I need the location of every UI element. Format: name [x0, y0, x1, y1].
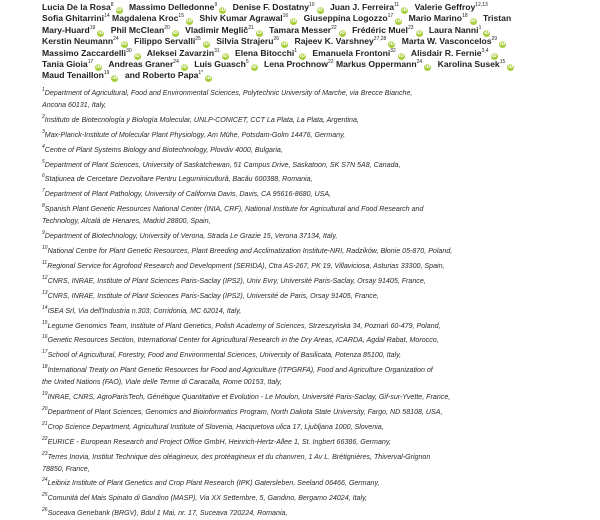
orcid-icon[interactable]: iD [256, 30, 262, 36]
author-affiliation-mark: 21 [248, 24, 254, 31]
author-name: Kerstin Neumann [42, 36, 114, 47]
affiliation-number: 23 [42, 450, 48, 457]
author-affiliation-mark: 11 [394, 2, 400, 8]
affiliation-text: Department of Plant Sciences, University of Saskatchewan, 51 Campus Drive, Saskatoon, SK S7N 5A8, Canada, [44, 160, 401, 169]
author-affiliation-mark: 31 [214, 47, 220, 54]
author-affiliation-mark: 32 [390, 47, 396, 54]
affiliation-number: 25 [42, 492, 48, 499]
author-name: Markus Oppermann [335, 58, 417, 69]
author-name: Juan J. Ferreira [329, 2, 394, 12]
author [402, 36, 510, 46]
affiliation-line [42, 464, 574, 476]
orcid-icon[interactable]: iD [299, 53, 306, 59]
author-affiliation-mark: 26 [273, 36, 280, 43]
affiliation-line [42, 404, 574, 419]
affiliation-text: ISEA Srl, Via dell'Industria n.303, Corridonia, MC 62014, Italy, [47, 306, 242, 315]
affiliation-number: 18 [42, 364, 48, 371]
author-affiliation-mark: 19 [89, 24, 96, 31]
affiliation-line [42, 288, 574, 303]
orcid-icon[interactable]: iD [121, 42, 127, 48]
orcid-icon[interactable]: iD [172, 30, 178, 36]
author-name: Massimo Delledonne [128, 2, 215, 12]
affiliation-number: 2 [42, 113, 45, 120]
author-affiliation-mark: 16 [282, 13, 289, 20]
orcid-icon[interactable]: iD [499, 42, 506, 48]
affiliation-text: International Treaty on Plant Genetic Resources for Food and Agriculture (ITPGRFA), Food and Agriculture Organization of [47, 366, 433, 375]
author-affiliation-mark: 18 [462, 13, 468, 20]
affiliation-text: 78850, France, [42, 464, 90, 473]
affiliation-line [42, 419, 574, 434]
affiliation-text: CNRS, INRAE, Institute of Plant Sciences Paris-Saclay (IPS2), Univ Evry, Université Paris-Saclay, Orsay 91405, France, [47, 276, 426, 285]
affiliation-text: INRAE, CNRS, AgroParisTech, Génétique Quantitative et Evolution - Le Moulon, Université Paris-Saclay, Gif-sur-Yvette, France, [47, 393, 451, 402]
affiliation-number: 21 [42, 420, 48, 427]
orcid-icon[interactable]: iD [398, 53, 404, 59]
author-affiliation-mark: 1 [478, 24, 482, 31]
affiliation-text: CNRS, INRAE, Institute of Plant Sciences Paris-Saclay (IPS2), Université de Paris, Orsay 91405, France, [47, 291, 379, 300]
author-name: Mary-Huard [42, 24, 90, 35]
affiliation-text: EURICE - European Research and Project Office GmbH, Heinrich-Hertz-Allee 1, St. Ingbert 66386, Germany, [47, 437, 391, 446]
author-affiliation-mark: 29 [491, 36, 498, 43]
affiliation-number: 14 [42, 304, 48, 311]
author [483, 13, 511, 23]
author-affiliation-mark: 19 [103, 70, 110, 77]
orcid-icon[interactable]: iD [181, 64, 187, 70]
affiliation-line [42, 243, 574, 258]
affiliation-text: Genetic Resources Section, International Center for Agricultural Research in the Dry Areas, ICARDA, Agdal Rabat, Morocco, [47, 336, 439, 345]
affiliation-line [42, 85, 574, 100]
author-name: Sofia Ghitarrini [42, 13, 105, 24]
author-name: Vladimir Meglič [185, 24, 249, 35]
author-name: Emanuela Frontoni [312, 47, 391, 58]
author [42, 36, 132, 46]
affiliation-line [42, 389, 574, 404]
author [42, 13, 112, 23]
affiliation-text: Regional Service for Agrofood Research and Development (SERIDA), Ctra AS-267, PK 19, Villaviciosa, Asturias 33300, Spain, [47, 261, 445, 270]
author-affiliation-mark: 22 [331, 24, 337, 31]
affiliation-number: 1 [42, 87, 45, 93]
author-affiliation-mark: 10 [309, 2, 315, 8]
affiliation-text: the United Nations (FAO), Viale delle Terme di Caracalla, Rome 00153, Italy, [42, 378, 282, 387]
affiliation-text: Stațiunea de Cercetare Dezvoltare Pentru Leguminicultură, Bacău 600388, Romania, [44, 175, 313, 184]
affiliation-text: Legume Genomics Team, Institute of Plant Genetics, Polish Academy of Sciences, Strzeszyńska 34, Poznań 60-479, Poland, [47, 321, 441, 330]
author-affiliation-mark: 15 [178, 13, 184, 20]
author-name: Tania Gioia [42, 58, 88, 69]
orcid-icon[interactable]: iD [508, 64, 514, 70]
author-affiliation-mark: 24 [416, 58, 423, 65]
affiliation-line [42, 505, 574, 520]
author [409, 13, 481, 23]
orcid-icon[interactable]: iD [222, 53, 228, 59]
affiliation-text: Crop Science Department, Agricultural Institute of Slovenia, Hacquetova ulica 17, Ljubljana 1000, Slovenia, [47, 422, 384, 431]
author-name: Giuseppina Logozzo [303, 13, 388, 24]
orcid-icon[interactable]: iD [281, 42, 288, 48]
author-name: Mario Marino [408, 13, 463, 24]
affiliation-number: 15 [42, 319, 48, 326]
author-affiliation-mark: 27,28 [373, 36, 387, 43]
affiliation-text: Max-Planck-Institute of Molecular Plant Physiology, Am Mühe, Potsdam-Golm 14476, Germany, [44, 130, 346, 139]
author [199, 13, 301, 23]
affiliation-text: Leibniz Institute of Plant Genetics and Crop Plant Research (IPK) Gatersleben, Seeland 06466, Germany, [47, 479, 380, 488]
author [42, 70, 122, 80]
author [134, 36, 214, 46]
author-affiliation-mark: 1* [198, 70, 204, 77]
author-line [42, 34, 574, 48]
affiliation-text: Department of Plant Pathology, University of California Davis, Davis, CA 95616-8680, USA, [44, 190, 332, 199]
orcid-icon[interactable]: iD [339, 30, 345, 36]
author-name: Filippo Servalli [134, 36, 196, 47]
author-name: and Roberto Papa [124, 70, 199, 81]
orcid-icon[interactable]: iD [425, 64, 431, 70]
affiliation-line [42, 112, 574, 127]
affiliation-number: 6 [42, 173, 45, 180]
author [125, 70, 216, 80]
author-name: Tamara Messer [269, 24, 332, 35]
affiliation-number: 19 [42, 391, 48, 398]
author-affiliation-mark: 17 [387, 13, 394, 20]
affiliation-text: Comunità del Mais Spinato di Gandino (MASP), Via XX Settembre, 5, Gandino, Bergamo 24024, Italy, [47, 494, 368, 503]
author-affiliation-mark: 12,13 [475, 2, 488, 8]
orcid-icon[interactable]: iD [186, 19, 193, 25]
affiliation-line [42, 318, 574, 333]
author-name: Aleksei Zavarzin [146, 47, 215, 58]
author-affiliation-mark: 14 [104, 13, 110, 20]
affiliation-line [42, 475, 574, 490]
affiliation-text: Department of Agricultural, Food and Environmental Sciences, Polytechnic University of Marche, via Brecce Bianche, [44, 89, 413, 97]
affiliation-text: Terres Inovia, Institut Technique des oléagineux, des protéagineux et du chanvren, 1 Av L. Brétignières, Thiverval-Grignon [47, 452, 431, 461]
author-line [42, 11, 574, 25]
author-affiliation-mark: 23 [407, 24, 414, 31]
affiliation-number: 12 [42, 274, 48, 281]
author-name: Frédéric Muel [352, 24, 408, 35]
author-affiliation-mark: 9 [214, 2, 218, 8]
affiliation-number: 16 [42, 334, 48, 341]
author-line [42, 46, 574, 57]
affiliation-line [42, 142, 574, 157]
affiliation-line [42, 332, 574, 347]
orcid-icon[interactable]: iD [203, 42, 209, 48]
affiliation-line [42, 362, 574, 377]
affiliation-line [42, 377, 574, 389]
affiliation-line [42, 434, 574, 449]
author-affiliation-mark: 25 [195, 36, 201, 43]
affiliation-number: 10 [42, 244, 48, 251]
affiliation-text: National Centre for Plant Genetic Resources, Plant Breeding and Acclimatization Institute-NRI, Radzików, Błonie 05-870, Poland, [47, 246, 453, 255]
affiliation-line [42, 186, 574, 201]
author-affiliation-mark: 17 [87, 58, 94, 65]
author-name: Shiv Kumar Agrawal [199, 13, 283, 24]
author-name: Karolina Susek [437, 58, 500, 69]
orcid-icon[interactable]: iD [116, 8, 122, 13]
affiliation-text: Spanish Plant Genetic Resources National Center (INIA, CRF), National Institute for Agricultural and Food Research and [44, 205, 424, 214]
author-name: Valerie Geffroy [414, 2, 476, 12]
affiliation-line [42, 303, 574, 318]
author [336, 59, 435, 69]
author-line [42, 57, 574, 68]
author-name: Luis Guasch [194, 58, 246, 69]
author-affiliation-mark: 22 [327, 58, 334, 65]
author-affiliation-mark: 8 [110, 2, 114, 8]
orcid-icon[interactable]: iD [484, 30, 490, 36]
affiliation-text: School of Agricultural, Forestry, Food and Environmental Sciences, University of Basilicata, Potenza 85100, Italy, [47, 351, 402, 360]
affiliation-line [42, 100, 574, 112]
affiliation-text: Department of Plant Sciences, Genomics and Bioinformatics Program, North Dakota State University, Fargo, ND 58108, USA, [47, 407, 443, 416]
author-list [42, 0, 574, 80]
orcid-icon[interactable]: iD [491, 53, 497, 59]
author-name: Rajeev K. Varshney [294, 36, 374, 47]
author [294, 36, 399, 46]
affiliation-number: 4 [42, 143, 45, 150]
author-line [42, 0, 574, 11]
author-name: Massimo Zaccardelli [42, 47, 127, 58]
affiliation-number: 8 [42, 203, 45, 210]
author [112, 13, 197, 23]
affiliation-line [42, 490, 574, 505]
orcid-icon[interactable]: iD [98, 30, 104, 36]
affiliation-text: Suceava Genebank (BRGV), Bdul 1 Mai, nr. 17, Suceava 720224, Romania, [47, 509, 288, 518]
affiliation-number: 20 [42, 405, 48, 412]
affiliation-line [42, 157, 574, 172]
author-name: Elena Bitocchi [235, 47, 295, 58]
author-name: Laura Nanni [428, 24, 479, 35]
author-name: Tristan [483, 13, 512, 24]
affiliation-number: 5 [42, 158, 45, 165]
affiliation-number: 17 [42, 349, 48, 356]
author-line [42, 68, 574, 82]
affiliation-text: Department of Biotechnology, University of Verona, Strada Le Grazie 15, Verona 37134, Italy, [44, 232, 338, 241]
affiliation-number: 26 [42, 507, 48, 514]
affiliation-list [42, 85, 574, 520]
author-name: Alisdair R. Fernie [410, 47, 482, 58]
affiliation-line [42, 171, 574, 186]
author [216, 36, 292, 46]
author-name: Lena Prochnow [264, 58, 328, 69]
affiliation-line [42, 127, 574, 142]
orcid-icon[interactable]: iD [220, 8, 226, 13]
author-affiliation-mark: 5 [245, 58, 249, 65]
author-name: Silvia Strajeru [216, 36, 274, 47]
author-name: Denise F. Dostatny [232, 2, 310, 12]
author-affiliation-mark: 30 [126, 47, 132, 54]
author [264, 59, 336, 69]
author-affiliation-mark: 1 [294, 47, 298, 54]
orcid-icon[interactable]: iD [470, 19, 476, 25]
author-name: Marta W. Vasconcelos [401, 36, 492, 47]
affiliation-line [42, 258, 574, 273]
orcid-icon[interactable]: iD [134, 53, 140, 59]
affiliation-number: 24 [42, 477, 48, 484]
orcid-icon[interactable]: iD [396, 19, 402, 25]
affiliation-line [42, 273, 574, 288]
author [304, 13, 407, 23]
orcid-icon[interactable]: iD [291, 19, 297, 25]
author [438, 59, 519, 69]
orcid-icon[interactable]: iD [416, 30, 422, 36]
author-affiliation-mark: 3,4 [481, 47, 489, 54]
author-affiliation-mark: 24 [173, 58, 179, 65]
orcid-icon[interactable]: iD [96, 64, 102, 70]
affiliation-line [42, 216, 574, 228]
orcid-icon[interactable]: iD [112, 76, 118, 82]
orcid-icon[interactable]: iD [389, 42, 395, 48]
author-affiliation-mark: 24 [113, 36, 119, 43]
author-name: Magdalena Kroc [112, 13, 179, 24]
orcid-icon[interactable]: iD [251, 64, 257, 70]
author-name: Maud Tenaillon [42, 70, 104, 81]
affiliation-text: Centre of Plant Systems Biology and Biotechnology, Plovdiv 4000, Bulgaria, [44, 145, 283, 154]
orcid-icon[interactable]: iD [206, 76, 212, 82]
affiliation-number: 3 [42, 128, 45, 135]
affiliation-line [42, 201, 574, 216]
affiliation-number: 22 [42, 435, 48, 442]
affiliation-line [42, 449, 574, 464]
orcid-icon[interactable]: iD [402, 8, 408, 13]
affiliation-number: 13 [42, 289, 48, 296]
author-affiliation-mark: 20 [164, 24, 170, 31]
author-name: Lucia De la Rosa [42, 2, 111, 12]
affiliation-number: 9 [42, 230, 45, 237]
author-name: Andreas Graner [108, 58, 174, 69]
orcid-icon[interactable]: iD [317, 8, 323, 13]
author-line [42, 23, 574, 34]
affiliation-number: 11 [42, 259, 48, 266]
affiliation-text: Technology, Alcalá de Henares, Madrid 28800, Spain, [42, 217, 211, 226]
affiliation-number: 7 [42, 188, 45, 195]
author-affiliation-mark: 15 [499, 58, 506, 65]
affiliation-text: Instituto de Biotecnología y Biología Molecular, UNLP-CONICET, CCT La Plata, La Plata, Argentina, [44, 115, 359, 124]
affiliation-line [42, 347, 574, 362]
affiliation-line [42, 228, 574, 243]
affiliation-text: Ancona 60131, Italy, [42, 100, 107, 109]
author-name: Phil McClean [110, 24, 165, 35]
